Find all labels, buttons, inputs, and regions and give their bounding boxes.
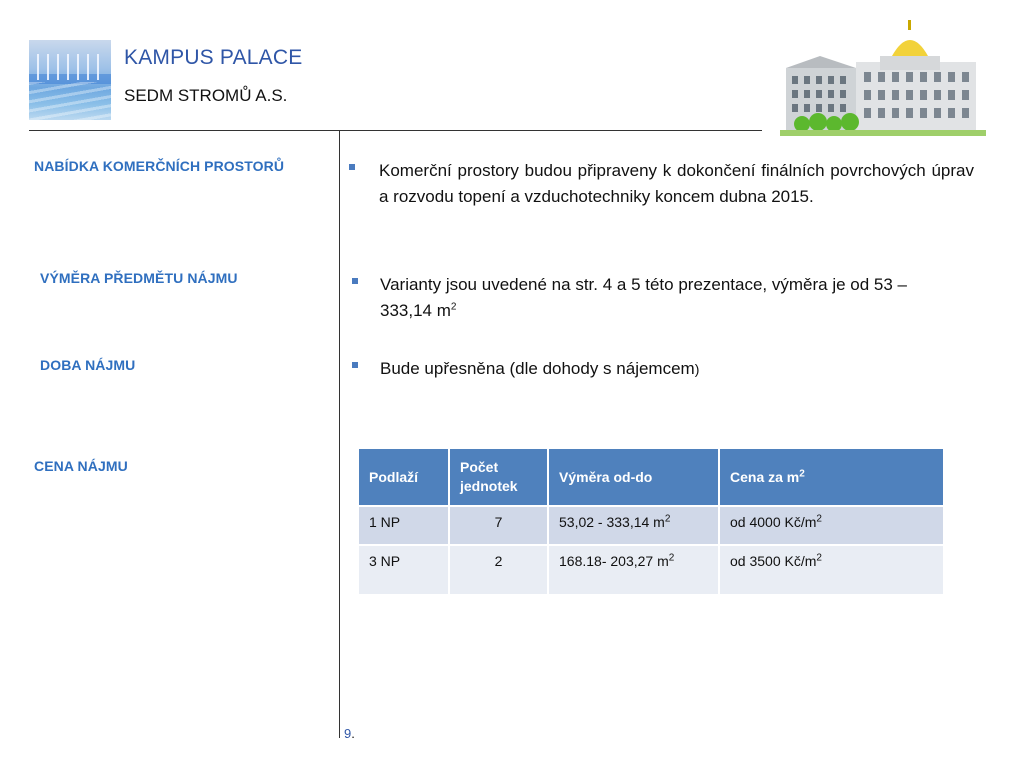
area-text: Varianty jsou uvedené na str. 4 a 5 této prezentace, výměra je od 53 – 333,14 $m^2$ bbox=[380, 275, 908, 320]
cell-area: 168.18- 203,27 $m^2$ bbox=[549, 546, 720, 596]
area-label: VÝMĚRA PŘEDMĚTU NÁJMU bbox=[40, 270, 238, 286]
company-logo bbox=[29, 40, 111, 120]
cell-units: 7 bbox=[450, 507, 549, 546]
rent-table bbox=[359, 449, 943, 596]
offer-label: NABÍDKA KOMERČNÍCH PROSTORŮ bbox=[34, 158, 285, 174]
header-floor: Podlaží bbox=[359, 449, 450, 507]
page-number: 9. bbox=[344, 726, 355, 741]
cell-price: od 3500 $Kč/m^2$ bbox=[720, 546, 943, 596]
header-price: Cena za $m^2$ bbox=[720, 449, 943, 507]
cell-units: 2 bbox=[450, 546, 549, 596]
cell-price: od 4000 $Kč/m^2$ bbox=[720, 507, 943, 546]
cell-floor: 1 NP bbox=[359, 507, 450, 546]
duration-label: DOBA NÁJMU bbox=[40, 357, 136, 373]
column-divider bbox=[339, 131, 340, 738]
table-row bbox=[359, 546, 943, 596]
offer-text: Komerční prostory budou připraveny k dokončení finálních povrchových úprav a rozvodu topení a vzduchotechniky koncem dubna 2015. bbox=[379, 161, 974, 206]
price-label: CENA NÁJMU bbox=[34, 458, 128, 474]
offer-bullet bbox=[349, 158, 974, 210]
building-image bbox=[780, 18, 986, 136]
duration-text: Bude upřesněna (dle dohody s nájemcem) bbox=[380, 359, 700, 378]
duration-bullet bbox=[352, 356, 952, 382]
page-subtitle: SEDM STROMŮ A.S. bbox=[124, 86, 288, 105]
header-units: Počet jednotek bbox=[450, 449, 549, 507]
header-divider bbox=[29, 130, 762, 131]
bullet-square-icon bbox=[349, 164, 355, 170]
table-row bbox=[359, 507, 943, 546]
header-area: Výměra od-do bbox=[549, 449, 720, 507]
bullet-square-icon bbox=[352, 278, 358, 284]
page-title: KAMPUS PALACE bbox=[124, 46, 303, 69]
area-bullet bbox=[352, 272, 952, 324]
cell-floor: 3 NP bbox=[359, 546, 450, 596]
cell-area: 53,02 - 333,14 $m^2$ bbox=[549, 507, 720, 546]
bullet-square-icon bbox=[352, 362, 358, 368]
